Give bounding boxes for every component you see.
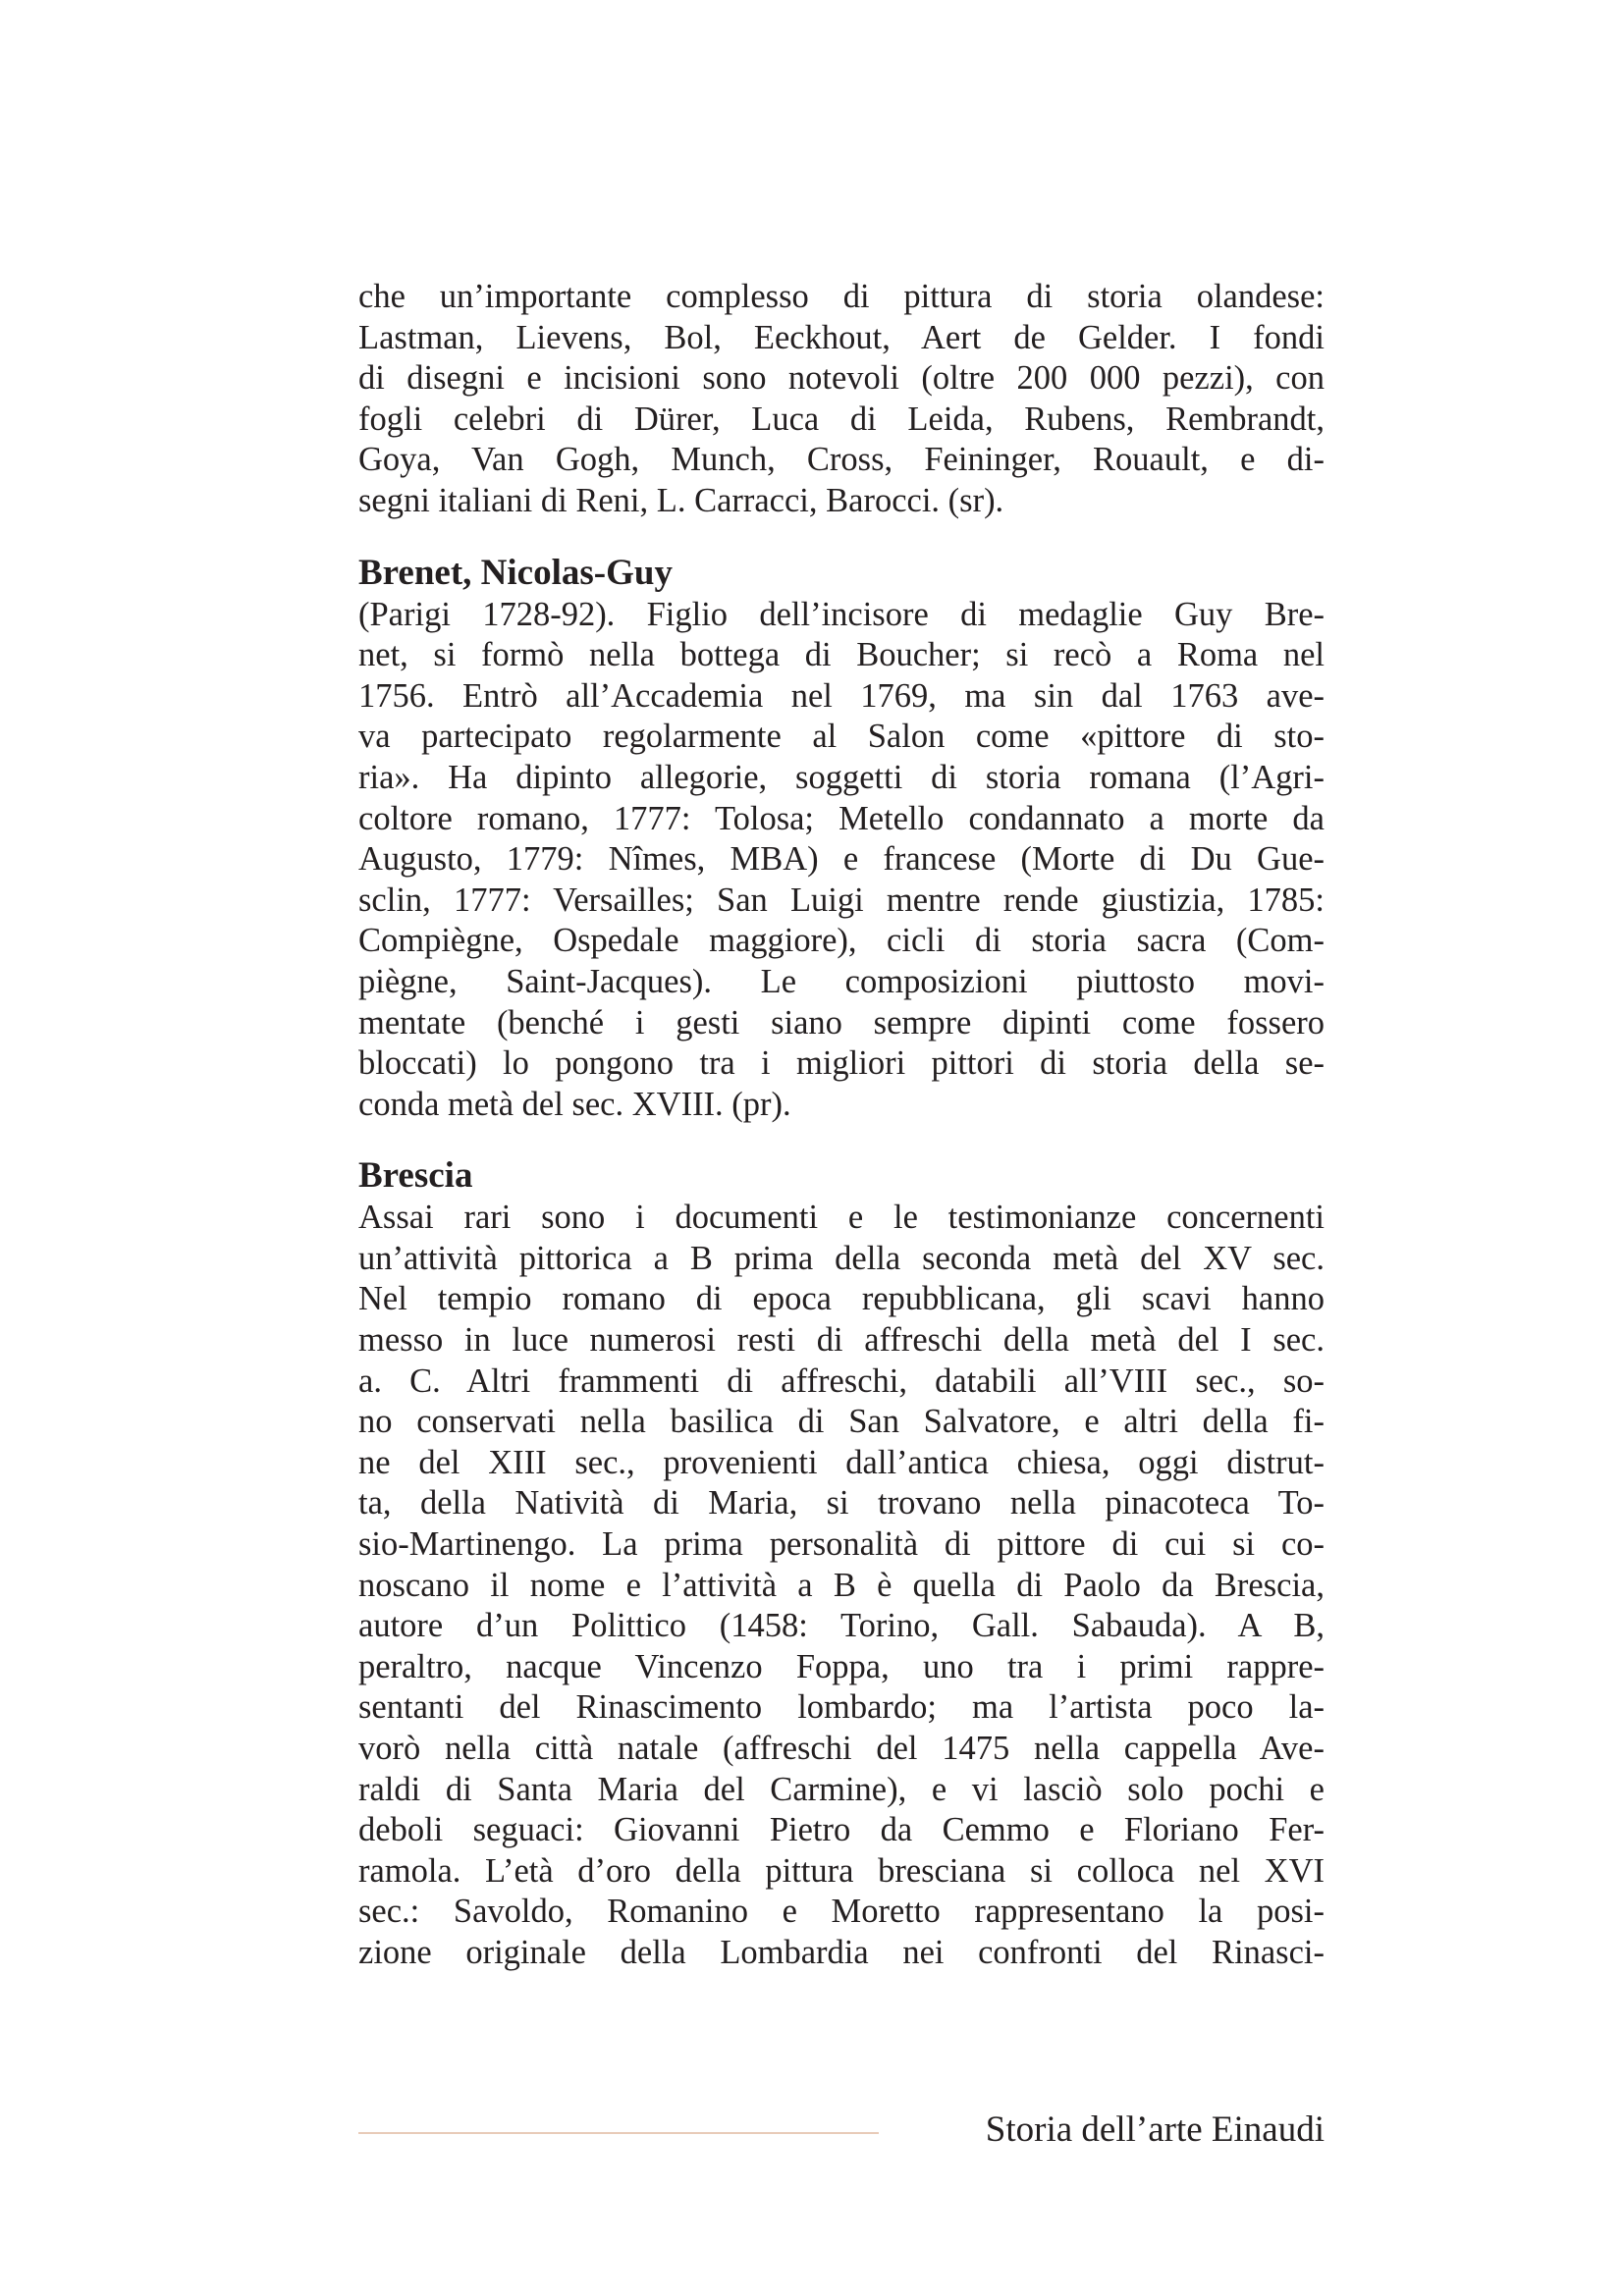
entry-body bbox=[358, 1198, 1325, 1973]
page-body bbox=[358, 277, 1325, 1974]
text-line: a. C. Altri frammenti di affreschi, databili all’VIII sec., so- bbox=[358, 1362, 1325, 1400]
text-line: Augusto, 1779: Nîmes, MBA) e francese (Morte di Du Gue- bbox=[358, 840, 1325, 879]
text-line: bloccati) lo pongono tra i migliori pittori di storia della se- bbox=[358, 1044, 1325, 1083]
text-line: ramola. L’età d’oro della pittura bresciana si colloca nel XVI bbox=[358, 1851, 1325, 1890]
text-line: autore d’un Polittico (1458: Torino, Gall. Sabauda). A B, bbox=[358, 1607, 1325, 1645]
text-line: sclin, 1777: Versailles; San Luigi mentre rende giustizia, 1785: bbox=[358, 881, 1325, 919]
text-line: deboli seguaci: Giovanni Pietro da Cemmo e Floriano Fer- bbox=[358, 1811, 1325, 1849]
text-line: Nel tempio romano di epoca repubblicana, gli scavi hanno bbox=[358, 1280, 1325, 1318]
text-line: ne del XIII sec., provenienti dall’antica chiesa, oggi distrut- bbox=[358, 1443, 1325, 1481]
text-line: di disegni e incisioni sono notevoli (oltre 200 000 pezzi), con bbox=[358, 359, 1325, 398]
page-footer bbox=[358, 2109, 1325, 2156]
entry-title: Brescia bbox=[358, 1155, 473, 1197]
text-line: sec.: Savoldo, Romanino e Moretto rappresentano la posi- bbox=[358, 1893, 1325, 1931]
entry-body bbox=[358, 595, 1325, 1126]
text-line: ta, della Natività di Maria, si trovano nella pinacoteca To- bbox=[358, 1484, 1325, 1522]
text-line: 1756. Entrò all’Accademia nel 1769, ma sin dal 1763 ave- bbox=[358, 676, 1325, 715]
text-line: Compiègne, Ospedale maggiore), cicli di storia sacra (Com- bbox=[358, 922, 1325, 960]
text-line: Assai rari sono i documenti e le testimonianze concernenti bbox=[358, 1199, 1325, 1237]
entry-brescia bbox=[358, 1154, 1325, 1973]
text-line: mentate (benché i gesti siano sempre dipinti come fossero bbox=[358, 1003, 1325, 1041]
footer-rule bbox=[358, 2132, 879, 2134]
text-line: coltore romano, 1777: Tolosa; Metello condannato a morte da bbox=[358, 799, 1325, 837]
text-line: ria». Ha dipinto allegorie, soggetti di storia romana (l’Agri- bbox=[358, 758, 1325, 796]
text-line: noscano il nome e l’attività a B è quella di Paolo da Brescia, bbox=[358, 1566, 1325, 1604]
text-line: un’attività pittorica a B prima della seconda metà del XV sec. bbox=[358, 1239, 1325, 1277]
text-line: sentanti del Rinascimento lombardo; ma l’artista poco la- bbox=[358, 1688, 1325, 1727]
text-line: net, si formò nella bottega di Boucher; si recò a Roma nel bbox=[358, 636, 1325, 674]
text-line: raldi di Santa Maria del Carmine), e vi lasciò solo pochi e bbox=[358, 1770, 1325, 1808]
text-line: va partecipato regolarmente al Salon come «pittore di sto- bbox=[358, 718, 1325, 756]
text-line: messo in luce numerosi resti di affreschi della metà del I sec. bbox=[358, 1321, 1325, 1360]
text-line: peraltro, nacque Vincenzo Foppa, uno tra i primi rappre- bbox=[358, 1647, 1325, 1685]
text-line: (Parigi 1728-92). Figlio dell’incisore di medaglie Guy Bre- bbox=[358, 595, 1325, 633]
text-line: sio-Martinengo. La prima personalità di pittore di cui si co- bbox=[358, 1525, 1325, 1564]
text-line: no conservati nella basilica di San Salvatore, e altri della fi- bbox=[358, 1403, 1325, 1441]
footer-publication-title: Storia dell’arte Einaudi bbox=[985, 2109, 1325, 2150]
text-line: segni italiani di Reni, L. Carracci, Barocci. (sr). bbox=[358, 481, 1004, 519]
intro-paragraph bbox=[358, 277, 1325, 522]
text-line: piègne, Saint-Jacques). Le composizioni piuttosto movi- bbox=[358, 962, 1325, 1000]
text-line: conda metà del sec. XVIII. (pr). bbox=[358, 1085, 791, 1123]
text-line: zione originale della Lombardia nei confronti del Rinasci- bbox=[358, 1933, 1325, 1971]
text-line: fogli celebri di Dürer, Luca di Leida, Rubens, Rembrandt, bbox=[358, 400, 1325, 438]
text-line: vorò nella città natale (affreschi del 1475 nella cappella Ave- bbox=[358, 1730, 1325, 1767]
text-line: Lastman, Lievens, Bol, Eeckhout, Aert de Gelder. I fondi bbox=[358, 318, 1325, 356]
entry-brenet bbox=[358, 552, 1325, 1126]
entry-title: Brenet, Nicolas-Guy bbox=[358, 552, 673, 593]
text-line: che un’importante complesso di pittura di storia olandese: bbox=[358, 278, 1325, 315]
text-line: Goya, Van Gogh, Munch, Cross, Feininger, Rouault, e di- bbox=[358, 441, 1325, 479]
